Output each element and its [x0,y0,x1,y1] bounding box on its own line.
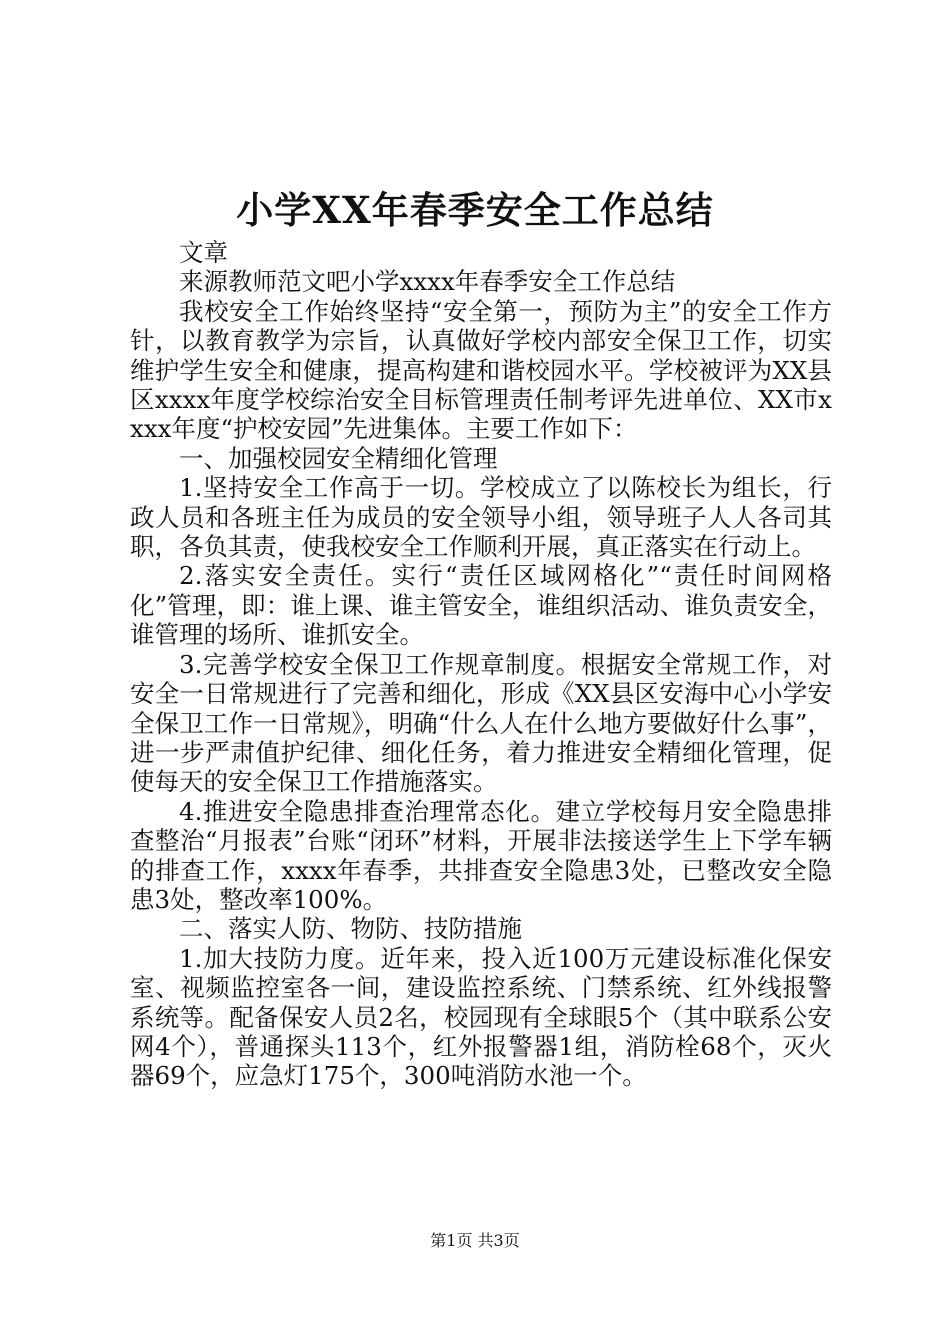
paragraph: 文章 [179,238,228,267]
document-body [130,238,832,1091]
page-number-footer: 第1页 共3页 [430,1231,520,1250]
paragraph: 来源教师范文吧小学xxxx年春季安全工作总结 [179,267,676,297]
paragraph: 1.加大技防力度。近年来，投入近100万元建设标准化保安室、视频监控室各一间，建设监控系统、门禁系统、红外线报警系统等。配备保安人员2名，校园现有全球眼5个（其中联系公安网4个），普通探头113个，红外报警器1组，消防栓68个，灭火器69个，应急灯175个，300吨消防水池一个。 [130,943,832,1091]
paragraph: 3.完善学校安全保卫工作规章制度。根据安全常规工作，对安全一日常规进行了完善和细化，形成《XX县区安海中心小学安全保卫工作一日常规》，明确“什么人在什么地方要做好什么事”，进一步严肃值护纪律、细化任务，着力推进安全精细化管理，促使每天的安全保卫工作措施落实。 [130,649,832,797]
paragraph: 2.落实安全责任。实行“责任区域网格化”“责任时间网格化”管理，即：谁上课、谁主管安全，谁组织活动、谁负责安全，谁管理的场所、谁抓安全。 [130,561,832,650]
document-title: 小学XX年春季安全工作总结 [236,188,714,232]
paragraph: 1.坚持安全工作高于一切。学校成立了以陈校长为组长，行政人员和各班主任为成员的安全领导小组，领导班子人人各司其职，各负其责，使我校安全工作顺利开展，真正落实在行动上。 [130,473,832,562]
paragraph: 我校安全工作始终坚持“安全第一，预防为主”的安全工作方针，以教育教学为宗旨，认真做好学校内部安全保卫工作，切实维护学生安全和健康，提高构建和谐校园水平。学校被评为XX县区xxxx年度学校综治安全目标管理责任制考评先进单位、XX市xxxx年度“护校安园”先进集体。主要工作如下： [130,296,832,444]
paragraph: 4.推进安全隐患排查治理常态化。建立学校每月安全隐患排查整治“月报表”台账“闭环”材料，开展非法接送学生上下学车辆的排查工作，xxxx年春季，共排查安全隐患3处，已整改安全隐患3处，整改率100%。 [130,796,832,914]
section-heading: 一、加强校园安全精细化管理 [179,443,498,473]
section-heading: 二、落实人防、物防、技防措施 [179,914,522,944]
